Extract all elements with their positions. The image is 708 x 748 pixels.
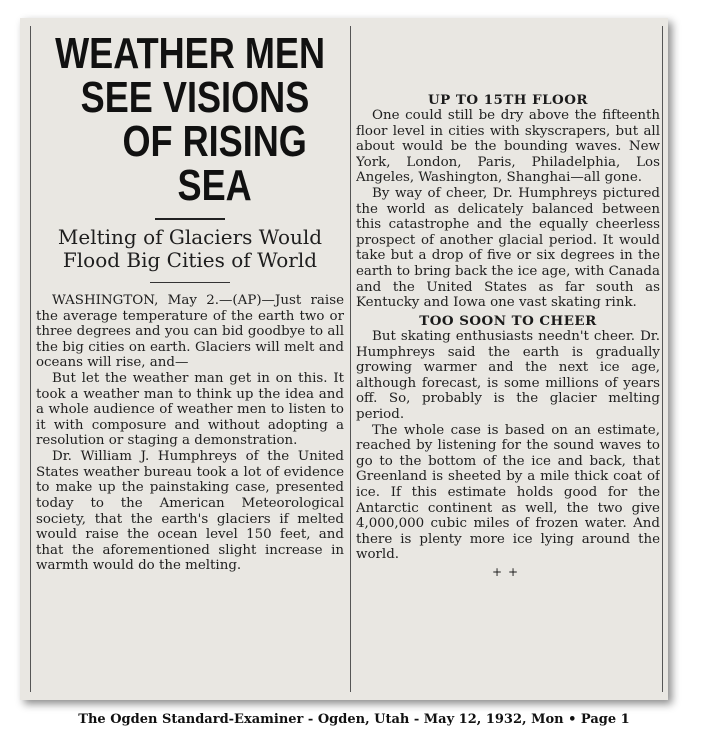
newspaper-clipping xyxy=(20,18,668,700)
paragraph-humphreys: Dr. William J. Humphreys of the United States weather bureau took a lot of evidence to make up the painstaking case, presented today to the American Meteorological society, that the earth's glaciers if melted would raise the ocean level 150 feet, and that the aforementioned slight increase in warmth would do the melting. xyxy=(36,449,344,574)
subhead-too-soon: TOO SOON TO CHEER xyxy=(419,312,597,329)
left-column-rule xyxy=(30,26,31,692)
paragraph-skyscrapers: One could still be dry above the fifteenth floor level in cities with skyscrapers, but all about would be the bounding waves. New York, London, Paris, Philadelphia, Los Angeles, Washington, Shanghai—all gone. xyxy=(356,108,660,186)
paragraph-skating: But skating enthusiasts needn't cheer. Dr. Humphreys said the earth is gradually growing warmer and the next ice age, although forecast, is some millions of years off. So, probably is the glacier melting period. xyxy=(356,328,660,422)
deck-headline: Melting of Glaciers Would Flood Big Cities of World xyxy=(57,225,323,272)
headline-divider xyxy=(155,218,225,220)
paragraph-weather-man: But let the weather man get in on this. It took a weather man to think up the idea and a whole audience of weather men to listen to it with composure and without adopting a resolution or staging a demonstration. xyxy=(36,371,344,449)
headline-line-1: WEATHER MEN xyxy=(55,29,326,78)
deck-divider xyxy=(150,282,230,283)
paragraph-estimate: The whole case is based on an estimate, reached by listening for the sound waves to go to the bottom of the ice and back, that Greenland is sheeted by a mile thick coat of ice. If this estimate holds good for the Antarctic continent as well, the two give 4,000,000 cubic miles of frozen water. And there is plenty more ice lying around the world. xyxy=(356,422,660,563)
end-mark: ++ xyxy=(491,565,525,580)
right-column xyxy=(356,18,660,579)
headline xyxy=(36,29,344,210)
headline-line-2: SEE VISIONS xyxy=(80,73,310,122)
subhead-15th-floor: UP TO 15TH FLOOR xyxy=(428,92,588,108)
source-caption: The Ogden Standard-Examiner - Ogden, Utah - May 12, 1932, Mon • Page 1 xyxy=(78,712,630,727)
left-column xyxy=(36,18,344,574)
right-column-rule xyxy=(662,26,663,692)
paragraph-cheer: By way of cheer, Dr. Humphreys pictured the world as delicately balanced between this catastrophe and the equally cheerless prospect of another glacial period. It would take but a drop of five or six degrees in the earth to bring back the ice age, with Canada and the United States as far south as Kentucky and Iowa one vast skating rink. xyxy=(356,186,660,311)
paragraph-dateline: WASHINGTON, May 2.—(AP)—Just raise the average temperature of the earth two or three degrees and you can bid goodbye to all the big cities on earth. Glaciers will melt and oceans will rise, and— xyxy=(36,293,344,371)
center-column-rule xyxy=(350,26,351,692)
headline-line-3: OF RISING SEA xyxy=(122,117,307,210)
